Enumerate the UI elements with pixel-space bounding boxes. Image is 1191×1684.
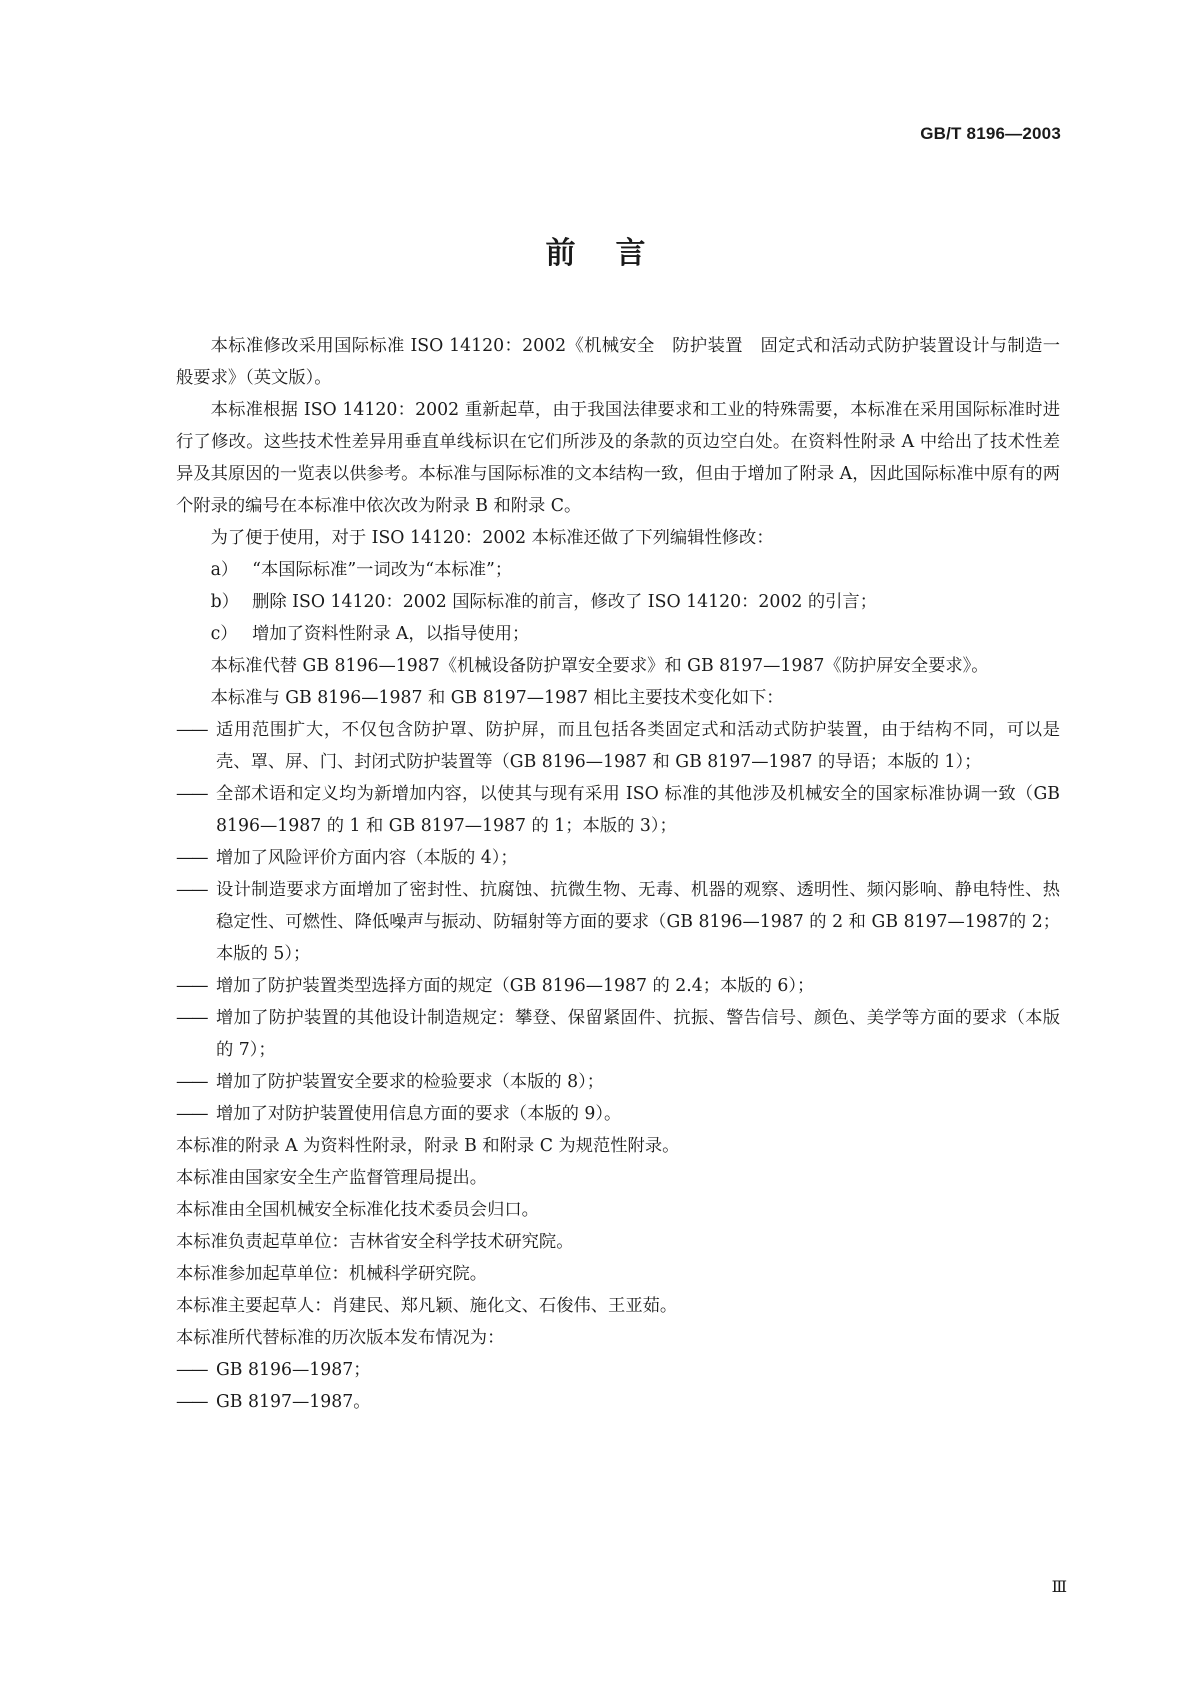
list-marker: c） — [210, 624, 238, 644]
change-item-text: 增加了风险评价方面内容（本版的 4）； — [216, 848, 518, 868]
change-item-text: 全部术语和定义均为新增加内容，以使其与现有采用 ISO 标准的其他涉及机械安全的国家标准协调一致（GB 8196—1987 的 1 和 GB 8197—1987 的 1；本版的 3）； — [216, 784, 1060, 836]
paragraph-editorial-intro: 为了便于使用，对于 ISO 14120：2002 本标准还做了下列编辑性修改： — [210, 528, 774, 548]
list-marker: b） — [210, 592, 239, 612]
standard-number: GB/T 8196—2003 — [920, 124, 1061, 143]
history-item — [176, 1386, 1060, 1418]
note-line: 本标准所代替标准的历次版本发布情况为： — [176, 1328, 505, 1348]
change-item-text: 增加了对防护装置使用信息方面的要求（本版的 9）。 — [216, 1104, 622, 1124]
list-item-text: 删除 ISO 14120：2002 国际标准的前言，修改了 ISO 14120：2002 的引言； — [252, 592, 877, 612]
paragraph-replaces: 本标准代替 GB 8196—1987《机械设备防护罩安全要求》和 GB 8197—1987《防护屏安全要求》。 — [210, 656, 989, 676]
history-item-text: GB 8196—1987； — [216, 1360, 371, 1380]
dash-marker: —— — [176, 848, 207, 868]
history-item-text: GB 8197—1987。 — [216, 1392, 371, 1412]
change-item — [176, 970, 1060, 1002]
dash-marker: —— — [176, 1104, 207, 1124]
dash-marker: —— — [176, 784, 207, 804]
list-item-text: “本国际标准”一词改为“本标准”； — [252, 560, 513, 580]
list-item — [176, 554, 1060, 586]
dash-marker: —— — [176, 1360, 207, 1380]
list-item-text: 增加了资料性附录 A，以指导使用； — [252, 624, 530, 644]
change-item-text: 适用范围扩大，不仅包含防护罩、防护屏，而且包括各类固定式和活动式防护装置，由于结构不同，可以是壳、罩、屏、门、封闭式防护装置等（GB 8196—1987 和 GB 8197—1987 的导语；本版的 1）； — [216, 720, 1060, 772]
change-item — [176, 1098, 1060, 1130]
paragraph-redrafting: 本标准根据 ISO 14120：2002 重新起草，由于我国法律要求和工业的特殊需要，本标准在采用国际标准时进行了修改。这些技术性差异用垂直单线标识在它们所涉及的条款的页边空白处。在资料性附录 A 中给出了技术性差异及其原因的一览表以供参考。本标准与国际标准的文本结构一致，但由于增加了附录 A，因此国际标准中原有的两个附录的编号在本标准中依次改为附录 B 和附录 C。 — [176, 400, 1060, 516]
note-line: 本标准由全国机械安全标准化技术委员会归口。 — [176, 1200, 539, 1220]
change-item — [176, 874, 1060, 970]
list-marker: a） — [210, 560, 239, 580]
note-line: 本标准主要起草人：肖建民、郑凡颖、施化文、石俊伟、王亚茹。 — [176, 1296, 678, 1316]
change-item-text: 增加了防护装置类型选择方面的规定（GB 8196—1987 的 2.4；本版的 6）； — [216, 976, 815, 996]
dash-marker: —— — [176, 720, 207, 740]
change-item — [176, 842, 1060, 874]
paragraph-adoption: 本标准修改采用国际标准 ISO 14120：2002《机械安全 防护装置 固定式和活动式防护装置设计与制造一般要求》（英文版）。 — [176, 336, 1060, 388]
list-item — [176, 586, 1060, 618]
list-item — [176, 618, 1060, 650]
dash-marker: —— — [176, 1072, 207, 1092]
change-item — [176, 714, 1060, 778]
change-item-text: 增加了防护装置安全要求的检验要求（本版的 8）； — [216, 1072, 605, 1092]
note-line: 本标准由国家安全生产监督管理局提出。 — [176, 1168, 488, 1188]
paragraph-changes-intro: 本标准与 GB 8196—1987 和 GB 8197—1987 相比主要技术变化如下： — [210, 688, 784, 708]
change-item — [176, 1066, 1060, 1098]
note-line: 本标准的附录 A 为资料性附录，附录 B 和附录 C 为规范性附录。 — [176, 1136, 680, 1156]
change-item-text: 增加了防护装置的其他设计制造规定：攀登、保留紧固件、抗振、警告信号、颜色、美学等方面的要求（本版的 7）； — [216, 1008, 1060, 1060]
dash-marker: —— — [176, 880, 207, 900]
note-line: 本标准负责起草单位：吉林省安全科学技术研究院。 — [176, 1232, 574, 1252]
change-item-text: 设计制造要求方面增加了密封性、抗腐蚀、抗微生物、无毒、机器的观察、透明性、频闪影响、静电特性、热稳定性、可燃性、降低噪声与振动、防辐射等方面的要求（GB 8196—1987 的 2 和 GB 8197—1987的 2；本版的 5）； — [216, 880, 1060, 964]
dash-marker: —— — [176, 1008, 207, 1028]
foreword-body — [176, 330, 1060, 1418]
change-item — [176, 778, 1060, 842]
change-item — [176, 1002, 1060, 1066]
dash-marker: —— — [176, 976, 207, 996]
page-title: 前言 — [545, 236, 686, 271]
history-item — [176, 1354, 1060, 1386]
dash-marker: —— — [176, 1392, 207, 1412]
note-line: 本标准参加起草单位：机械科学研究院。 — [176, 1264, 488, 1284]
page-number: Ⅲ — [1051, 1577, 1067, 1596]
